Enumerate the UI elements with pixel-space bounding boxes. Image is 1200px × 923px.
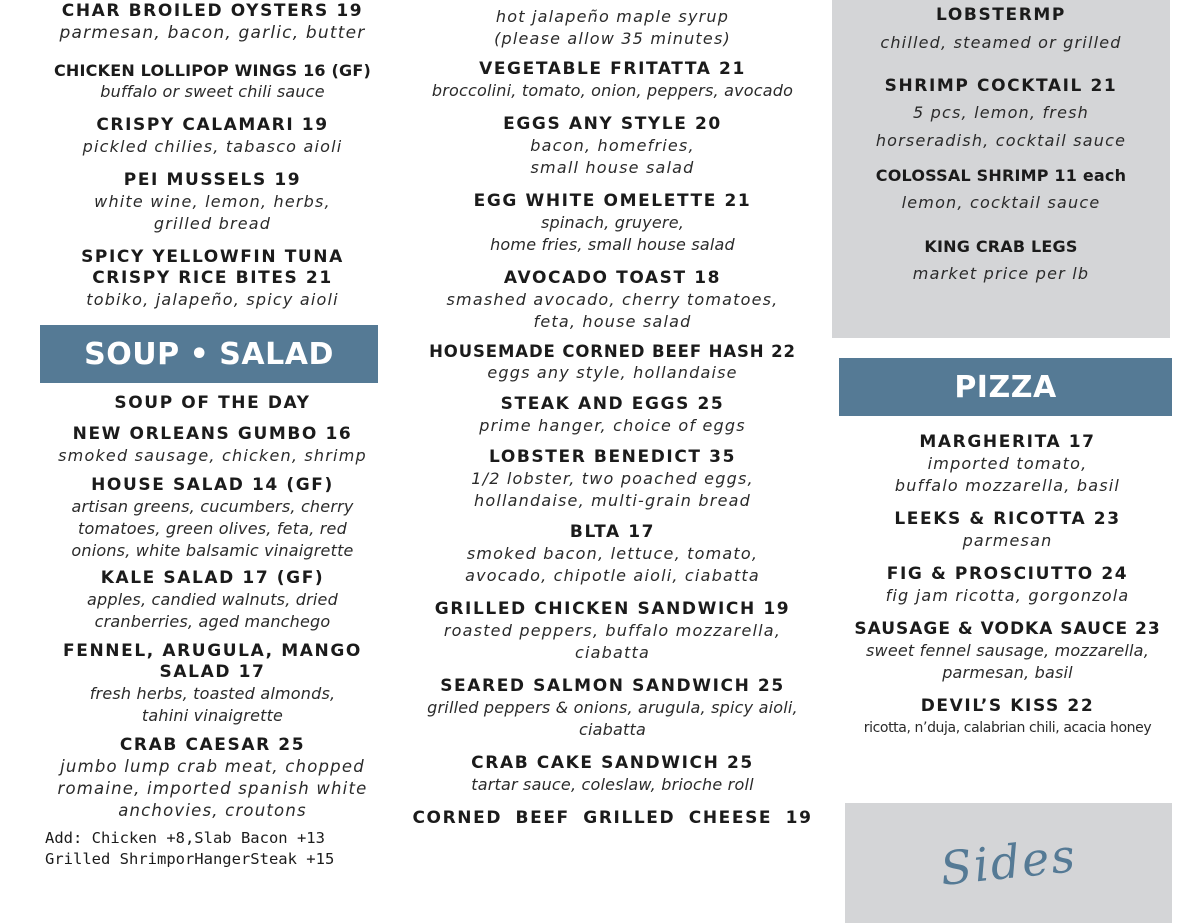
- item-name: VEGETABLE FRITATTA 21: [479, 59, 746, 79]
- menu-item-oysters: [30, 1, 395, 44]
- item-name: HOUSE SALAD 14 (GF): [91, 475, 334, 495]
- menu-item-lobster-benedict: [405, 447, 820, 512]
- menu-item-calamari: [30, 115, 395, 158]
- menu-item-fig-prosciutto: [835, 564, 1180, 607]
- raw-bar-box: [832, 0, 1170, 338]
- menu-item-corned-beef-grilled-cheese: [405, 808, 820, 829]
- item-name: HOUSEMADE CORNED BEEF HASH 22: [429, 342, 796, 361]
- item-desc: 1/2 lobster, two poached eggs, hollandaise, multi-grain bread: [471, 469, 754, 510]
- item-desc: grilled peppers & onions, arugula, spicy aioli, ciabatta: [427, 698, 798, 739]
- item-name: SAUSAGE & VODKA SAUCE 23: [854, 619, 1161, 639]
- item-name: GRILLED CHICKEN SANDWICH 19: [434, 599, 791, 619]
- item-desc: pickled chilies, tabasco aioli: [82, 137, 343, 156]
- item-name: SPICY YELLOWFIN TUNA CRISPY RICE BITES 21: [81, 247, 344, 288]
- menu-item-king-crab: [832, 236, 1170, 285]
- item-desc: white wine, lemon, herbs, grilled bread: [94, 192, 331, 233]
- add-ons: [45, 828, 395, 870]
- menu-item-fennel-salad: [30, 641, 395, 727]
- menu-item-eggs-any-style: [405, 114, 820, 179]
- item-desc: roasted peppers, buffalo mozzarella, ciabatta: [443, 621, 782, 662]
- addon-line-1: Add: Chicken +8,Slab Bacon +13: [45, 829, 325, 847]
- column-starters: [30, 0, 395, 870]
- item-name: NEW ORLEANS GUMBO 16: [72, 424, 353, 444]
- menu-item-grilled-chicken: [405, 599, 820, 664]
- item-desc: buffalo or sweet chili sauce: [100, 82, 325, 101]
- sides-title: Sides: [937, 828, 1080, 896]
- banner-salad: SALAD: [219, 336, 334, 372]
- item-name: CHICKEN LOLLIPOP WINGS 16 (GF): [53, 61, 372, 80]
- item-desc: fig jam ricotta, gorgonzola: [885, 586, 1130, 605]
- menu-item-continued: [405, 6, 820, 50]
- item-name: SEARED SALMON SANDWICH 25: [440, 676, 785, 696]
- menu-item-sausage-vodka: [835, 619, 1180, 684]
- menu-item-salmon-sandwich: [405, 676, 820, 741]
- item-name: SOUP OF THE DAY: [114, 393, 311, 413]
- menu-item-kale-salad: [30, 568, 395, 633]
- item-name: BLTA 17: [569, 522, 656, 542]
- item-name: CRAB CAKE SANDWICH 25: [471, 753, 754, 773]
- menu-item-egg-white-omelette: [405, 191, 820, 256]
- menu-item-margherita: [835, 432, 1180, 497]
- item-name: FENNEL, ARUGULA, MANGO SALAD 17: [63, 641, 362, 682]
- item-name: SHRIMP COCKTAIL 21: [884, 76, 1118, 96]
- menu-item-colossal-shrimp: [832, 165, 1170, 214]
- menu-item-tuna: [30, 247, 395, 311]
- item-name: LOBSTERMP: [936, 5, 1066, 25]
- menu-item-fritatta: [405, 59, 820, 102]
- item-desc: lemon, cocktail sauce: [901, 193, 1101, 212]
- item-name: CHAR BROILED OYSTERS 19: [61, 1, 364, 21]
- item-desc: apples, candied walnuts, dried cranberries, aged manchego: [87, 590, 338, 631]
- menu-item-leeks-ricotta: [835, 509, 1180, 552]
- item-desc: artisan greens, cucumbers, cherry tomatoes, green olives, feta, red onions, white balsamic vinaigrette: [71, 497, 354, 560]
- banner-pizza: PIZZA: [954, 369, 1057, 405]
- menu-item-house-salad: [30, 475, 395, 562]
- menu-item-shrimp-cocktail: [832, 76, 1170, 155]
- menu-item-lobster: [832, 5, 1170, 54]
- item-name: COLOSSAL SHRIMP 11 each: [875, 166, 1127, 185]
- item-name: PEI MUSSELS 19: [123, 170, 302, 190]
- sides-box: [845, 803, 1172, 923]
- item-desc: spinach, gruyere, home fries, small house salad: [490, 213, 735, 254]
- item-desc: prime hanger, choice of eggs: [479, 416, 746, 435]
- item-desc: jumbo lump crab meat, chopped romaine, imported spanish white anchovies, croutons: [57, 757, 368, 820]
- item-name: DEVIL’S KISS 22: [920, 696, 1095, 716]
- item-name: FIG & PROSCIUTTO 24: [886, 564, 1129, 584]
- item-name: AVOCADO TOAST 18: [503, 268, 722, 288]
- item-name: KING CRAB LEGS: [924, 237, 1078, 256]
- item-name: LEEKS & RICOTTA 23: [894, 509, 1121, 529]
- item-desc: smashed avocado, cherry tomatoes, feta, house salad: [446, 290, 779, 331]
- menu-item-steak-and-eggs: [405, 394, 820, 437]
- soup-salad-banner: [40, 325, 378, 383]
- item-desc: chilled, steamed or grilled: [880, 33, 1122, 52]
- item-name: LOBSTER BENEDICT 35: [489, 447, 736, 467]
- item-desc: 5 pcs, lemon, fresh horseradish, cocktail sauce: [875, 103, 1127, 150]
- addon-line-2: Grilled ShrimporHangerSteak +15: [45, 850, 335, 868]
- item-desc: imported tomato, buffalo mozzarella, basil: [894, 454, 1121, 495]
- item-desc: eggs any style, hollandaise: [487, 363, 738, 382]
- banner-soup: SOUP: [84, 336, 180, 372]
- menu-item-avocado-toast: [405, 268, 820, 333]
- menu-item-corned-beef-hash: [405, 341, 820, 384]
- item-name: EGGS ANY STYLE 20: [503, 114, 722, 134]
- item-name: CRAB CAESAR 25: [119, 735, 306, 755]
- pizza-banner: [839, 358, 1172, 416]
- menu-item-mussels: [30, 170, 395, 235]
- menu-item-wings: [30, 60, 395, 103]
- item-desc: tobiko, jalapeño, spicy aioli: [86, 290, 339, 309]
- item-desc: parmesan, bacon, garlic, butter: [59, 23, 366, 43]
- item-desc: broccolini, tomato, onion, peppers, avocado: [431, 81, 794, 100]
- item-desc: hot jalapeño maple syrup (please allow 35 minutes): [494, 7, 731, 48]
- item-name: STEAK AND EGGS 25: [500, 394, 725, 414]
- item-desc: parmesan: [962, 531, 1053, 550]
- item-desc: ricotta, n’duja, calabrian chili, acacia honey: [863, 720, 1152, 736]
- menu-item-gumbo: [30, 424, 395, 467]
- item-desc: market price per lb: [912, 264, 1090, 283]
- item-desc: sweet fennel sausage, mozzarella, parmesan, basil: [866, 641, 1149, 682]
- item-name: KALE SALAD 17 (GF): [100, 568, 325, 588]
- item-desc: smoked bacon, lettuce, tomato, avocado, chipotle aioli, ciabatta: [465, 544, 760, 585]
- item-desc: smoked sausage, chicken, shrimp: [58, 446, 367, 465]
- item-name: EGG WHITE OMELETTE 21: [473, 191, 752, 211]
- item-desc: bacon, homefries, small house salad: [530, 136, 695, 177]
- item-desc: tartar sauce, coleslaw, brioche roll: [471, 775, 754, 794]
- item-name: MARGHERITA 17: [919, 432, 1096, 452]
- menu-item-crab-cake-sandwich: [405, 753, 820, 796]
- item-desc: fresh herbs, toasted almonds, tahini vinaigrette: [89, 684, 336, 725]
- item-name: CORNED BEEF GRILLED CHEESE 19: [412, 808, 813, 828]
- banner-dot: •: [189, 336, 210, 372]
- item-name: CRISPY CALAMARI 19: [96, 115, 329, 135]
- column-raw-bar-pizza: [835, 0, 1180, 896]
- column-brunch: [405, 0, 820, 829]
- menu-item-devils-kiss: [835, 696, 1180, 739]
- menu-item-soup-of-day: [30, 393, 395, 414]
- menu-item-blta: [405, 522, 820, 587]
- menu-item-crab-caesar: [30, 735, 395, 822]
